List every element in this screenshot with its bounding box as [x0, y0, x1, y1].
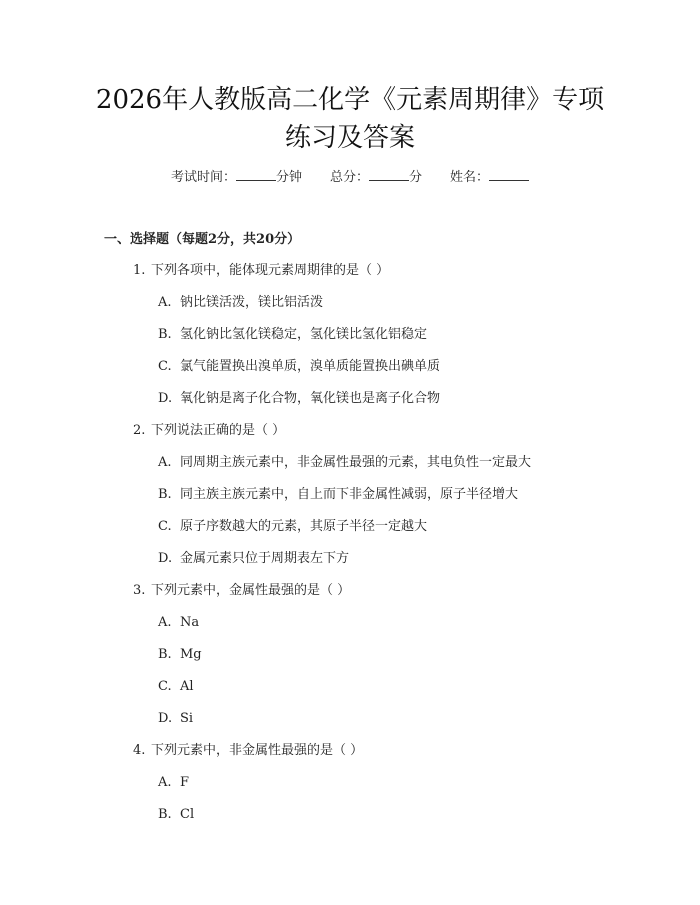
option-text: 氯气能置换出溴单质，溴单质能置换出碘单质 — [180, 359, 441, 374]
question-1-option-c — [158, 357, 440, 377]
option-letter: C. — [158, 679, 172, 694]
question-text: 下列元素中，金属性最强的是（ ） — [151, 583, 351, 598]
option-text: 原子序数越大的元素，其原子半径一定越大 — [180, 519, 428, 534]
question-3-option-b — [158, 645, 202, 665]
question-2-option-b — [158, 485, 518, 505]
option-text: F — [180, 775, 190, 790]
question-1-option-d — [158, 389, 440, 409]
student-name-label: 姓名： — [450, 170, 490, 185]
option-letter: A. — [158, 615, 172, 630]
option-letter: B. — [158, 487, 172, 502]
question-1 — [133, 261, 389, 281]
option-letter: B. — [158, 807, 172, 822]
question-text: 下列元素中，非金属性最强的是（ ） — [151, 743, 364, 758]
option-letter: B. — [158, 647, 172, 662]
question-text: 下列说法正确的是（ ） — [151, 423, 286, 438]
option-text: Al — [180, 679, 194, 694]
option-text: 氢化钠比氢化镁稳定，氢化镁比氢化铝稳定 — [180, 327, 428, 342]
option-text: Na — [180, 615, 200, 630]
question-1-option-b — [158, 325, 427, 345]
question-4 — [133, 741, 363, 761]
exam-time-field — [171, 168, 302, 188]
option-text: 钠比镁活泼，镁比铝活泼 — [180, 295, 324, 310]
question-number: 2. — [133, 423, 146, 438]
option-letter: C. — [158, 359, 172, 374]
question-number: 4. — [133, 743, 146, 758]
question-2-option-c — [158, 517, 427, 537]
question-3 — [133, 581, 350, 601]
option-letter: D. — [158, 711, 173, 726]
option-letter: A. — [158, 295, 172, 310]
question-2 — [133, 421, 285, 441]
option-text: Si — [180, 711, 194, 726]
option-letter: C. — [158, 519, 172, 534]
exam-time-unit: 分钟 — [275, 170, 302, 185]
option-text: Cl — [180, 807, 195, 822]
question-3-option-d — [158, 709, 193, 729]
option-text: 同主族主族元素中，自上而下非金属性减弱，原子半径增大 — [180, 487, 519, 502]
question-3-option-a — [158, 613, 199, 633]
exam-time-blank — [236, 168, 276, 181]
section-heading: 一、选择题（每题2分，共20分） — [104, 232, 301, 247]
question-number: 1. — [133, 263, 146, 278]
question-4-option-b — [158, 805, 194, 825]
option-text: 氧化钠是离子化合物，氧化镁也是离子化合物 — [180, 391, 441, 406]
option-text: Mg — [180, 647, 202, 662]
option-letter: B. — [158, 327, 172, 342]
total-score-unit: 分 — [409, 170, 423, 185]
option-letter: D. — [158, 551, 173, 566]
exam-info-line — [0, 168, 700, 188]
question-4-option-a — [158, 773, 189, 793]
document-title-line-1: 2026年人教版高二化学《元素周期律》专项 — [95, 85, 605, 115]
document-title-line-2: 练习及答案 — [284, 123, 415, 153]
option-letter: A. — [158, 455, 172, 470]
exam-time-label: 考试时间： — [170, 170, 236, 185]
question-3-option-c — [158, 677, 194, 697]
option-letter: D. — [158, 391, 173, 406]
option-letter: A. — [158, 775, 172, 790]
question-text: 下列各项中，能体现元素周期律的是（ ） — [151, 263, 390, 278]
total-score-label: 总分： — [329, 170, 369, 185]
total-score-field — [330, 168, 422, 188]
student-name-field — [450, 168, 529, 188]
total-score-blank — [369, 168, 409, 181]
option-text: 同周期主族元素中，非金属性最强的元素，其电负性一定最大 — [180, 455, 532, 470]
question-1-option-a — [158, 293, 323, 313]
question-2-option-a — [158, 453, 531, 473]
option-text: 金属元素只位于周期表左下方 — [180, 551, 350, 566]
question-number: 3. — [133, 583, 146, 598]
question-2-option-d — [158, 549, 349, 569]
student-name-blank — [489, 168, 529, 181]
